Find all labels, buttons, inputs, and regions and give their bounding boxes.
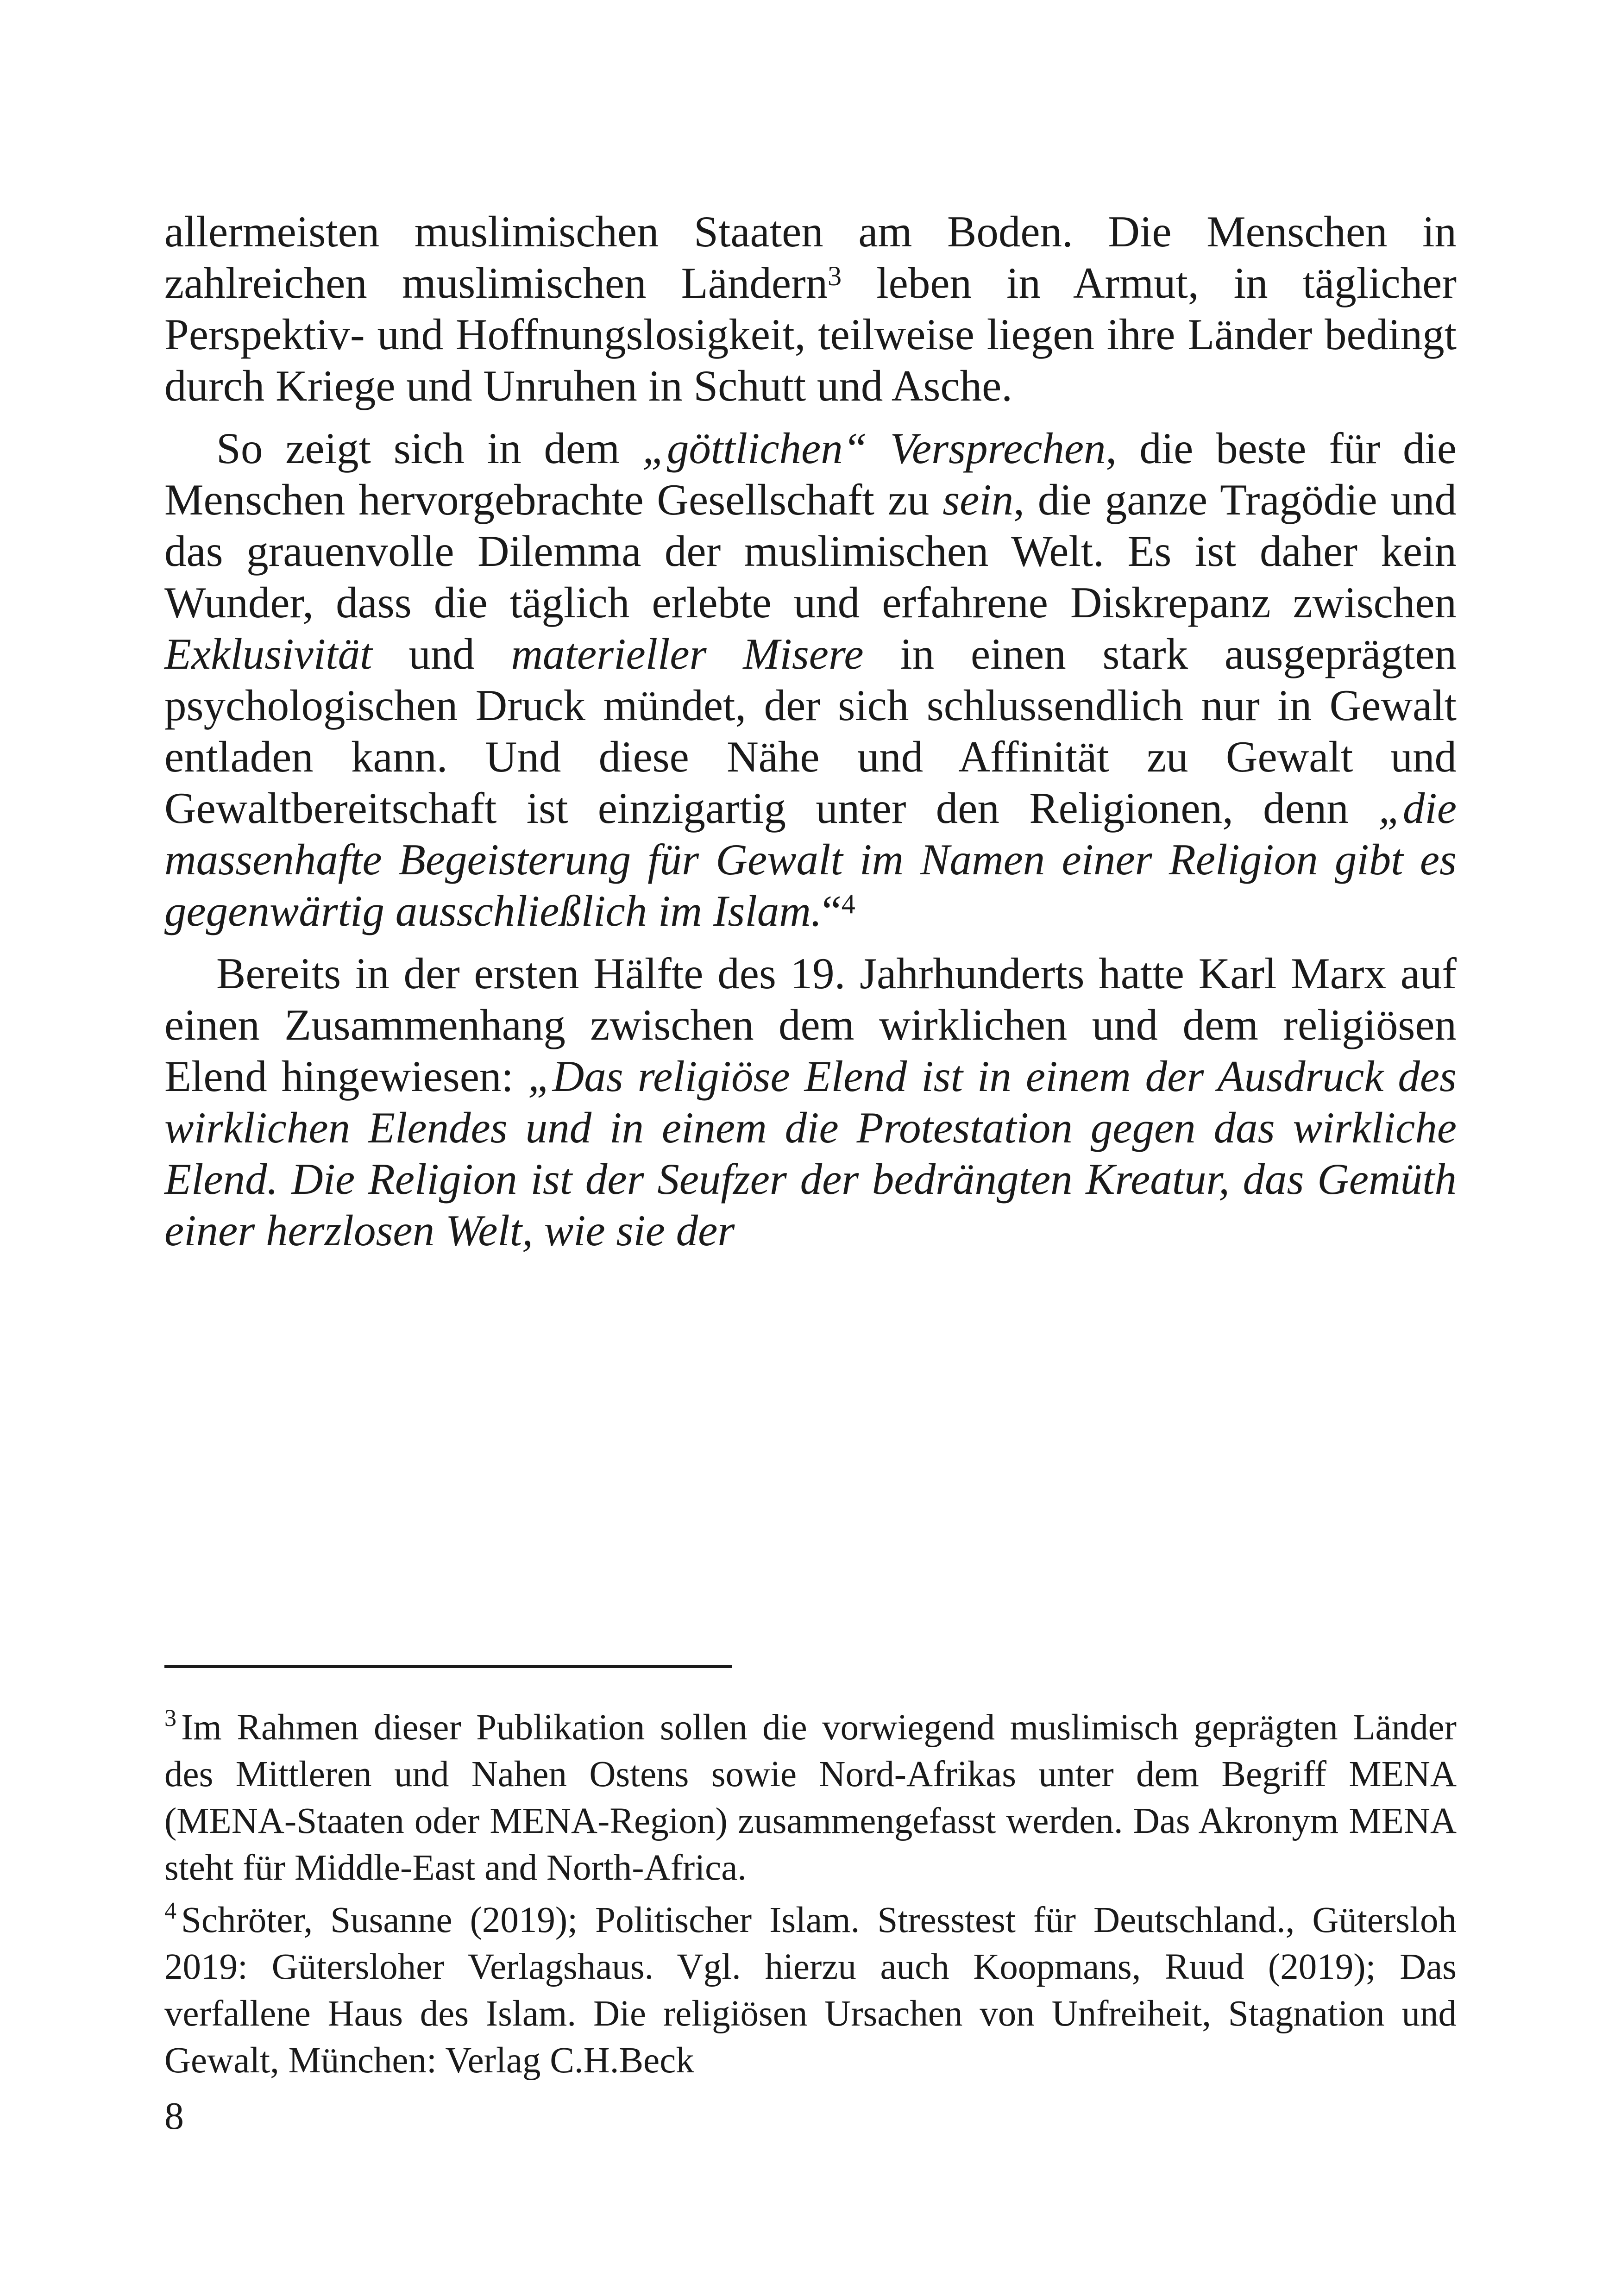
- paragraph-2-text-6: “: [822, 886, 842, 935]
- footnote-4-text: Schröter, Susanne (2019); Politischer Islam. Stresstest für Deutschland., Gütersloh 2019: Gütersloher Verlagshaus. Vgl. hierzu auch Koopmans, Ruud (2019); Das verfallene Haus des Islam. Die religiösen Ursachen von Unfreiheit, Stagnation und Gewalt, München: Verlag C.H.Beck: [164, 1900, 1457, 2081]
- footnote-separator: [164, 1665, 732, 1668]
- paragraph-3-italic-1: „Das religiöse Elend ist in einem der Ausdruck des wirklichen Elendes und in einem die Protestation gegen das wirkliche Elend. Die Religion ist der Seufzer der bedrängten Kreatur, das Gemüth einer herzlosen Welt, wie sie der: [164, 1052, 1457, 1255]
- paragraph-1-text-b: leben in Armut, in täglicher Perspektiv- und Hoffnungslosigkeit, teilweise liegen ihre Länder bedingt durch Kriege und Unruhen in Schutt und Asche.: [164, 258, 1457, 410]
- footnotes: [164, 1704, 1457, 2089]
- paragraph-1: [164, 206, 1457, 412]
- paragraph-3: [164, 948, 1457, 1256]
- paragraph-2-text-4: und: [372, 629, 511, 678]
- paragraph-3-text-1: Bereits in der ersten Hälfte des 19. Jahrhunderts hatte Karl Marx auf einen Zusammenhang zwischen dem wirklichen und dem religiösen Elend hingewiesen:: [164, 949, 1457, 1101]
- paragraph-2-italic-2: sein: [942, 475, 1014, 524]
- footnote-ref-3: 3: [828, 261, 842, 291]
- paragraph-2-text-1: So zeigt sich in dem: [216, 424, 642, 473]
- paragraph-2-italic-4: materieller Misere: [511, 629, 864, 678]
- footnote-ref-4: 4: [841, 889, 855, 919]
- paragraph-1-text-a: allermeisten muslimischen Staaten am Boden. Die Menschen in zahlreichen muslimischen Ländern: [164, 207, 1457, 307]
- paragraph-2-italic-3: Exklusivität: [164, 629, 372, 678]
- footnote-3-text: Im Rahmen dieser Publikation sollen die vorwiegend muslimisch geprägten Länder des Mittleren und Nahen Ostens sowie Nord-Afrikas unter dem Begriff MENA (MENA-Staaten oder MENA-Region) zusammengefasst werden. Das Akronym MENA steht für Middle-East and North-Africa.: [164, 1707, 1457, 1888]
- paragraph-2: [164, 423, 1457, 937]
- paragraph-2-text-2: , die beste für die Menschen hervorgebrachte Gesellschaft zu: [164, 424, 1457, 524]
- footnote-4-marker: 4: [164, 1898, 176, 1925]
- paragraph-2-italic-1: „göttlichen“ Versprechen: [642, 424, 1106, 473]
- paragraph-2-text-5: in einen stark ausgeprägten psychologischen Druck mündet, der sich schlussendlich nur in Gewalt entladen kann. Und diese Nähe und Affinität zu Gewalt und Gewaltbereitschaft ist einzigartig unter den Religionen, denn: [164, 629, 1457, 833]
- footnote-3: [164, 1704, 1457, 1891]
- paragraph-2-italic-5: „die massenhafte Begeisterung für Gewalt im Namen einer Religion gibt es gegenwärtig ausschließlich im Islam.: [164, 784, 1457, 935]
- paragraph-2-text-3: , die ganze Tragödie und das grauenvolle Dilemma der muslimischen Welt. Es ist daher kein Wunder, dass die täglich erlebte und erfahrene Diskrepanz zwischen: [164, 475, 1457, 627]
- main-text: [164, 206, 1457, 1267]
- footnote-4: [164, 1897, 1457, 2084]
- page-number: 8: [164, 2095, 184, 2138]
- footnote-3-marker: 3: [164, 1705, 176, 1732]
